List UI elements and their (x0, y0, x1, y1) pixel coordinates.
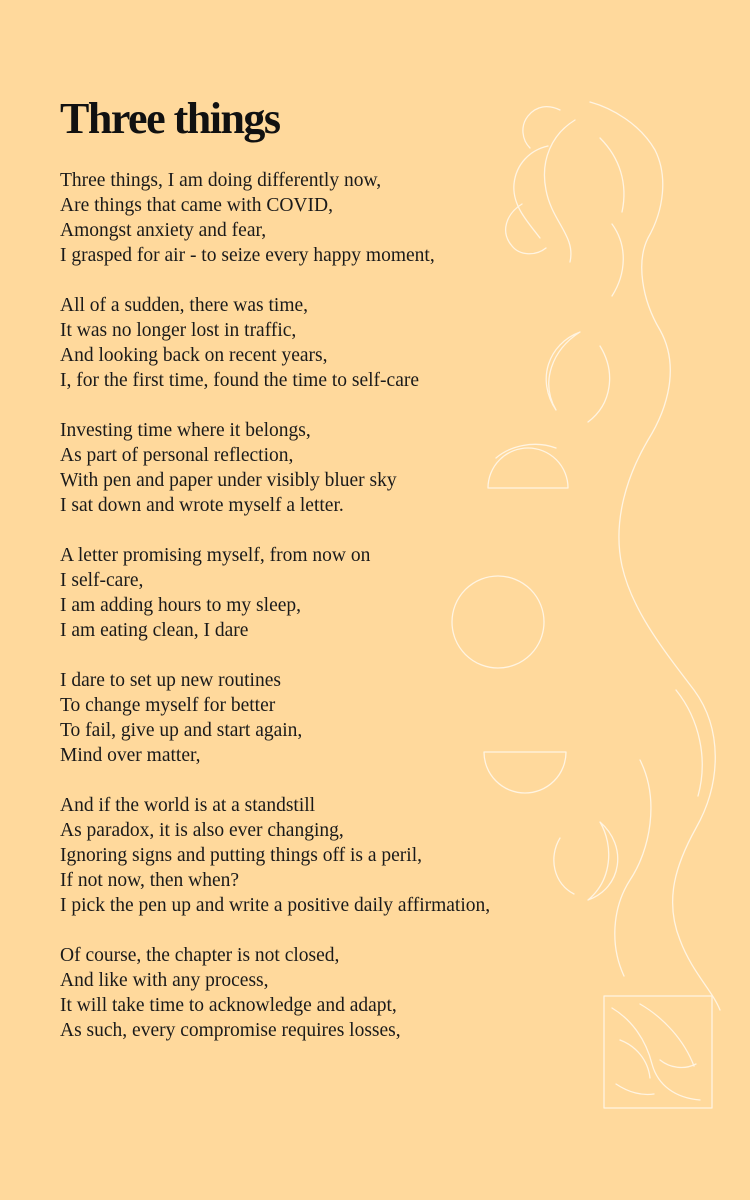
poem-line: I grasped for air - to seize every happy moment, (60, 245, 435, 266)
poem-line: Investing time where it belongs, (60, 420, 311, 441)
poem-line: With pen and paper under visibly bluer sky (60, 470, 397, 491)
stanza (60, 668, 620, 768)
poem-line: Amongst anxiety and fear, (60, 220, 267, 241)
stanza (60, 418, 620, 518)
poem-line: Ignoring signs and putting things off is a peril, (60, 845, 422, 866)
poem-line: It was no longer lost in traffic, (60, 320, 297, 341)
poem-title: Three things (60, 94, 280, 143)
stanza (60, 293, 620, 393)
poem-line: I pick the pen up and write a positive daily affirmation, (60, 895, 491, 916)
poem-line: As paradox, it is also ever changing, (60, 820, 344, 841)
poem-line: I self-care, (60, 570, 144, 591)
poem-body (60, 168, 620, 1068)
poem-line: All of a sudden, there was time, (60, 295, 309, 316)
poem-line: I am adding hours to my sleep, (60, 595, 301, 616)
poem-line: As such, every compromise requires losses, (60, 1020, 401, 1041)
poem-line: It will take time to acknowledge and adapt, (60, 995, 397, 1016)
poem-line: I, for the first time, found the time to self-care (60, 370, 419, 391)
poem-line: To change myself for better (60, 695, 276, 716)
poem-line: As part of personal reflection, (60, 445, 294, 466)
stanza (60, 793, 620, 918)
poem-line: Mind over matter, (60, 745, 201, 766)
poem-line: A letter promising myself, from now on (60, 545, 371, 566)
poem-line: If not now, then when? (60, 870, 240, 891)
stanza (60, 943, 620, 1043)
poem-line: I sat down and wrote myself a letter. (60, 495, 344, 516)
poem-line: Are things that came with COVID, (60, 195, 333, 216)
poem-line: I dare to set up new routines (60, 670, 281, 691)
poem-line: To fail, give up and start again, (60, 720, 303, 741)
poem-line: And if the world is at a standstill (60, 795, 316, 816)
poem-line: I am eating clean, I dare (60, 620, 249, 641)
poem-line: And looking back on recent years, (60, 345, 328, 366)
poem-line: Three things, I am doing differently now, (60, 170, 382, 191)
stanza (60, 543, 620, 643)
poem-line: And like with any process, (60, 970, 269, 991)
stanza (60, 168, 620, 268)
poem-line: Of course, the chapter is not closed, (60, 945, 340, 966)
